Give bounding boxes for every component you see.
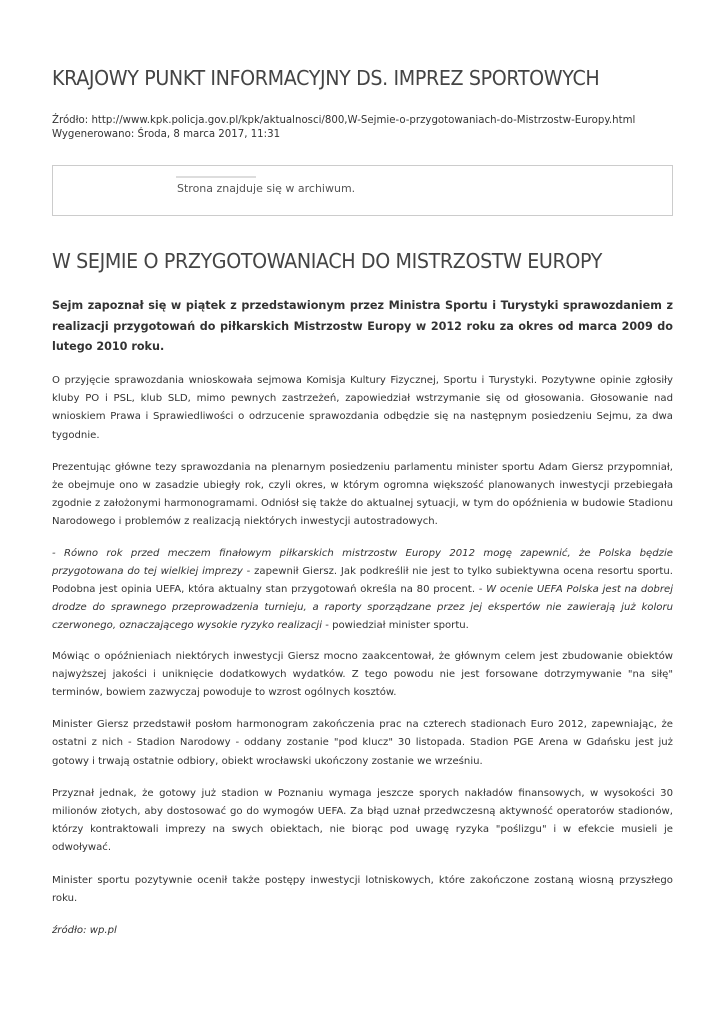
page-meta — [52, 114, 635, 142]
quote-1: - Równo rok przed meczem finałowym piłkarskich mistrzostw Europy 2012 mogę zapewnić, że Polska będzie przygotowana do tej wielkiej imprezy — [52, 547, 673, 577]
article-paragraph-5: Minister Giersz przedstawił posłom harmonogram zakończenia prac na czterech stadionach Euro 2012, zapewniając, że ostatni z nich - Stadion Narodowy - oddany zostanie "pod klucz" 30 listopada. Stadion PGE Arena w Gdańsku jest już gotowy i trwają ostatnie odbiory, obiekt wrocławski ukończony zostanie we wrześniu. — [52, 719, 673, 767]
article-lead: Sejm zapoznał się w piątek z przedstawionym przez Ministra Sportu i Turystyki sprawozdaniem z realizacji przygotowań do piłkarskich Mistrzostw Europy w 2012 roku za okres od marca 2009 do lutego 2010 roku. — [52, 299, 673, 353]
article-source: źródło: wp.pl — [52, 925, 117, 937]
article-body — [52, 372, 673, 954]
article-paragraph-4: Mówiąc o opóźnieniach niektórych inwestycji Giersz mocno zaakcentował, że głównym celem jest zbudowanie obiektów najwyższej jakości i uniknięcie dodatkowych wydatków. Z tego powodu nie jest forsowane dotrzymywanie "na siłę" terminów, bowiem zazwyczaj powoduje to wzrost ogólnych kosztów. — [52, 650, 673, 699]
article-paragraph-2: Prezentując główne tezy sprawozdania na plenarnym posiedzeniu parlamentu minister sportu Adam Giersz przypomniał, że obejmuje ono w zasadzie ubiegły rok, czyli okres, w którym ogromna większość planowanych inwestycji przebiegała zgodnie z założonymi harmonogramami. Odniósł się także do aktualnej sytuacji, w tym do opóźnienia w budowie Stadionu Narodowego i problemów z realizacją niektórych inwestycji autostradowych. — [52, 461, 673, 528]
generated-date-line: Wygenerowano: Środa, 8 marca 2017, 11:31 — [52, 129, 281, 140]
source-url-line: Źródło: http://www.kpk.policja.gov.pl/kpk/aktualnosci/800,W-Sejmie-o-przygotowaniach-do-Mistrzostw-Europy.html — [52, 115, 636, 126]
archive-notice-box — [52, 165, 673, 216]
paragraph-3-text-1: - zapewnił Giersz. Jak podkreślił nie jest to tylko subiektywna ocena resortu sportu. Podobna jest opinia UEFA, która aktualny stan przygotowań określa na 80 procent. — [52, 565, 673, 596]
archive-notice-text: Strona znajduje się w archiwum. — [177, 182, 356, 195]
article-paragraph-1: O przyjęcie sprawozdania wnioskowała sejmowa Komisja Kultury Fizycznej, Sportu i Turystyki. Pozytywne opinie zgłosiły kluby PO i PSL, klub SLD, mimo pewnych zastrzeżeń, zapowiedział wstrzymanie się od głosowania. Głosowanie nad wnioskiem Prawa i Sprawiedliwości o odrzucenie sprawozdania odbędzie się na następnym posiedzeniu Sejmu, za dwa tygodnie. — [52, 375, 673, 441]
paragraph-3-text-2: - powiedział minister sportu. — [322, 620, 469, 632]
quote-2: - W ocenie UEFA Polska jest na dobrej drodze do sprawnego przeprowadzenia turnieju, a raporty sporządzane przez jej ekspertów nie zawierają już koloru czerwonego, oznaczającego wysokie ryzyko realizacji — [52, 584, 673, 632]
article-paragraph-6: Przyznał jednak, że gotowy już stadion w Poznaniu wymaga jeszcze sporych nakładów finansowych, w wysokości 30 milionów złotych, aby dostosować go do wymogów UEFA. Za błąd uznał przedwczesną aktywność operatorów stadionów, którzy kontraktowali imprezy na swych obiektach, nie biorąc pod uwagę ryzyka "poślizgu" i w efekcie musieli je odwoływać. — [52, 787, 673, 854]
site-title: KRAJOWY PUNKT INFORMACYJNY DS. IMPREZ SPORTOWYCH — [52, 66, 600, 90]
article-title: W SEJMIE O PRZYGOTOWANIACH DO MISTRZOSTW EUROPY — [52, 249, 602, 273]
article-paragraph-3 — [52, 545, 673, 636]
archive-divider — [176, 176, 256, 178]
article-paragraph-7: Minister sportu pozytywnie ocenił także postępy inwestycji lotniskowych, które zakończone zostaną wiosną przyszłego roku. — [52, 874, 673, 904]
